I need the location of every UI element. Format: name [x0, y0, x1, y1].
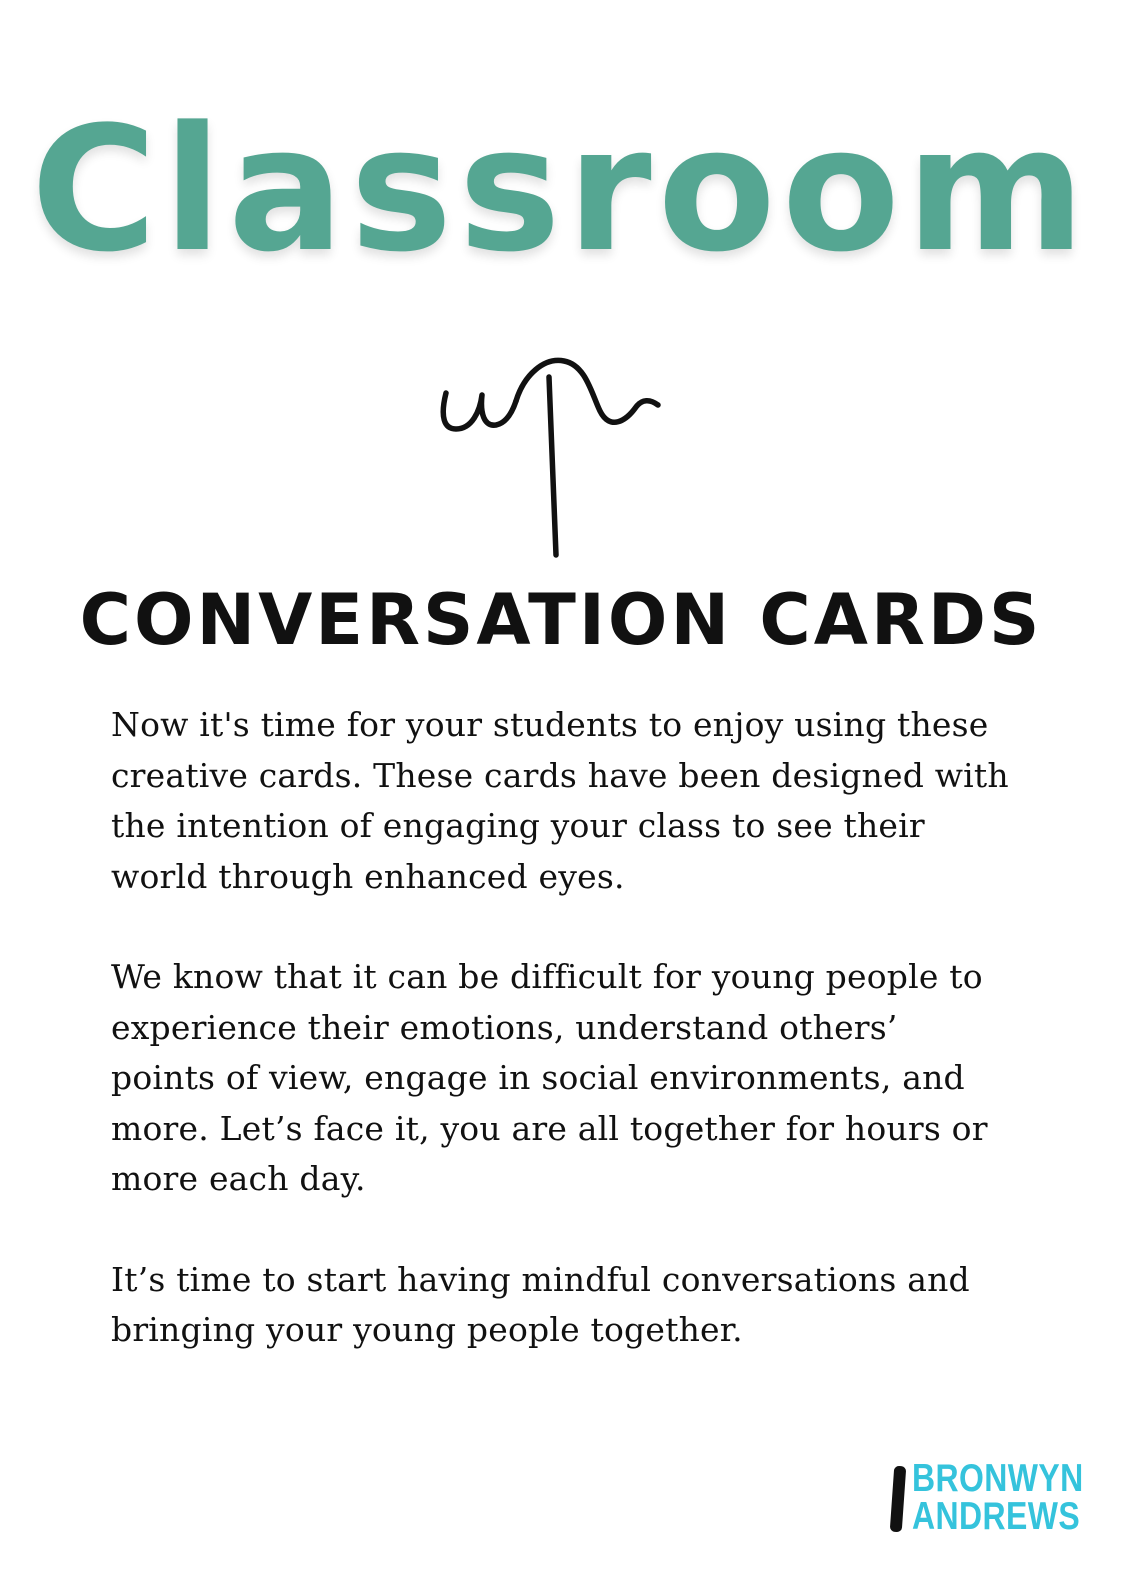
subtitle: CONVERSATION CARDS: [79, 579, 1043, 661]
paragraph-difficulty: We know that it can be difficult for young people to experience their emotions, understand others’ points of view, engage in social environments, and more. Let’s face it, you are all together for hours or more each day.: [111, 957, 988, 1198]
logo-text: [912, 1457, 1084, 1538]
logo-line-last-name: ANDREWS: [912, 1495, 1081, 1538]
logo-bar-mark: [890, 1466, 907, 1533]
logo-line-first-name: BRONWYN: [912, 1457, 1084, 1500]
body-text: [111, 700, 1011, 1406]
page-title: Classroom: [30, 89, 1092, 290]
paragraph-intro: Now it's time for your students to enjoy using these creative cards. These cards have been designed with the intention of engaging your class to see their world through enhanced eyes.: [111, 705, 1009, 896]
handwritten-up-script: [436, 355, 666, 565]
paragraph-closing: It’s time to start having mindful conversations and bringing your young people together.: [111, 1259, 970, 1349]
brand-logo: [888, 1457, 1084, 1538]
